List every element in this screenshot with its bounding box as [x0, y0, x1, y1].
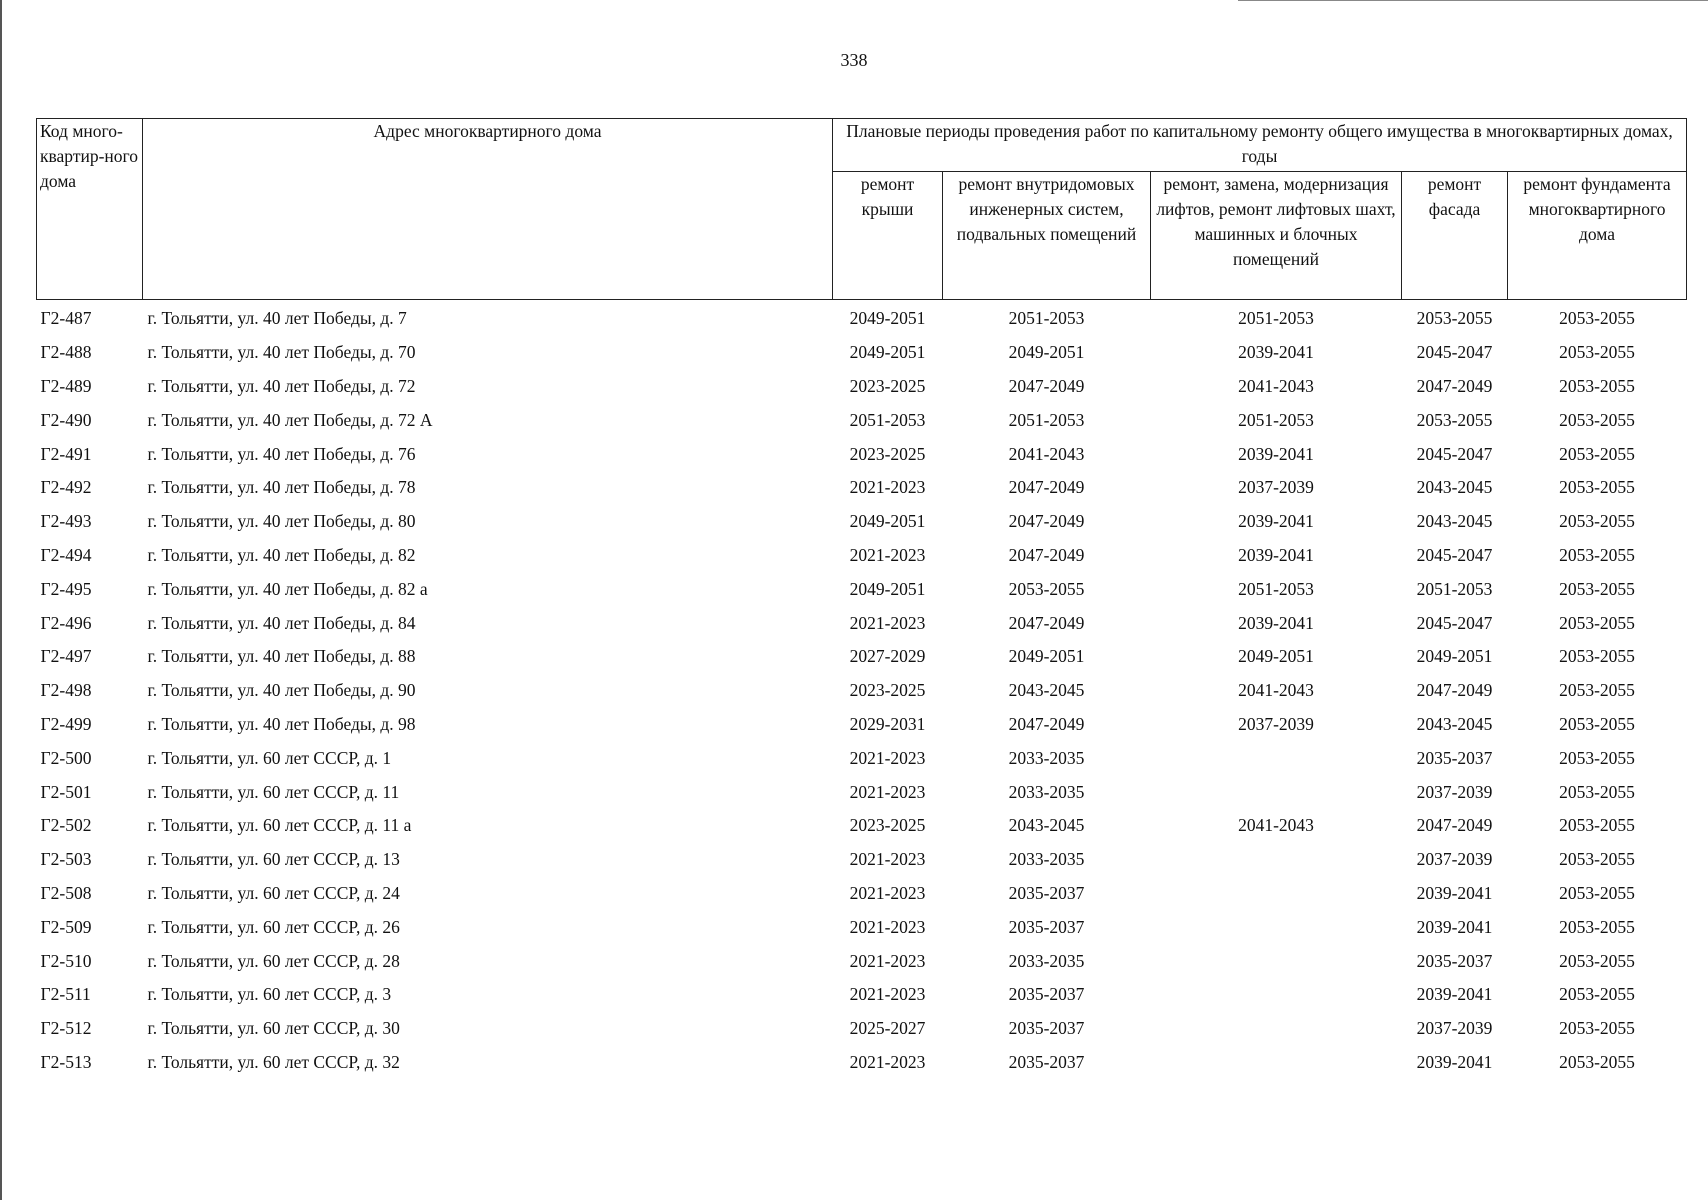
cell-facade: 2043-2045: [1416, 477, 1493, 498]
table-row: [37, 708, 1687, 742]
cell-foundation: 2053-2055: [1559, 781, 1635, 802]
cell-foundation: 2053-2055: [1559, 544, 1635, 565]
cell-elevators: [1151, 741, 1402, 775]
header-periods: Плановые периоды проведения работ по капитальному ремонту общего имущества в многоквартирных домах, годы: [833, 119, 1687, 172]
cell-code: Г2-509: [40, 916, 92, 937]
cell-address: г. Тольятти, ул. 40 лет Победы, д. 82: [147, 544, 416, 565]
cell-address: г. Тольятти, ул. 40 лет Победы, д. 76: [147, 443, 416, 464]
cell-elevators: [1151, 1046, 1402, 1080]
cell-engineering: 2049-2051: [1008, 646, 1085, 667]
header-code: Код много-квартир-ного дома: [37, 119, 143, 300]
cell-address: г. Тольятти, ул. 60 лет СССР, д. 3: [147, 984, 392, 1005]
cell-code: Г2-492: [40, 477, 92, 498]
cell-foundation: 2053-2055: [1559, 375, 1635, 396]
cell-address: г. Тольятти, ул. 60 лет СССР, д. 1: [147, 747, 392, 768]
page-top-line: [1238, 0, 1708, 1]
page-number: 338: [840, 50, 868, 70]
cell-engineering: 2033-2035: [1008, 950, 1085, 971]
table-body: [37, 300, 1687, 1080]
cell-code: Г2-491: [40, 443, 92, 464]
table-row: [37, 775, 1687, 809]
cell-engineering: 2035-2037: [1008, 1051, 1085, 1072]
cell-facade: 2037-2039: [1416, 849, 1493, 870]
cell-foundation: 2053-2055: [1559, 612, 1635, 633]
cell-facade: 2035-2037: [1416, 950, 1493, 971]
cell-address: г. Тольятти, ул. 60 лет СССР, д. 32: [147, 1051, 400, 1072]
header-elevators: ремонт, замена, модернизация лифтов, ремонт лифтовых шахт, машинных и блочных помещений: [1151, 172, 1402, 300]
cell-foundation: 2053-2055: [1559, 477, 1635, 498]
cell-address: г. Тольятти, ул. 60 лет СССР, д. 26: [147, 916, 400, 937]
cell-engineering: 2047-2049: [1008, 544, 1085, 565]
cell-foundation: 2053-2055: [1559, 680, 1635, 701]
table-row: [37, 539, 1687, 573]
cell-roof: 2021-2023: [849, 781, 926, 802]
cell-address: г. Тольятти, ул. 40 лет Победы, д. 70: [147, 342, 416, 363]
cell-facade: 2045-2047: [1416, 544, 1493, 565]
table-row: [37, 809, 1687, 843]
table-row: [37, 606, 1687, 640]
cell-address: г. Тольятти, ул. 40 лет Победы, д. 72: [147, 375, 416, 396]
cell-roof: 2025-2027: [849, 1018, 926, 1039]
cell-foundation: 2053-2055: [1559, 916, 1635, 937]
cell-address: г. Тольятти, ул. 40 лет Победы, д. 90: [147, 680, 416, 701]
cell-address: г. Тольятти, ул. 60 лет СССР, д. 11: [147, 781, 400, 802]
cell-elevators: [1151, 944, 1402, 978]
cell-address: г. Тольятти, ул. 40 лет Победы, д. 7: [147, 308, 407, 329]
table-row: [37, 572, 1687, 606]
cell-elevators: [1151, 978, 1402, 1012]
cell-code: Г2-493: [40, 511, 92, 532]
cell-engineering: 2033-2035: [1008, 849, 1085, 870]
cell-roof: 2049-2051: [849, 342, 926, 363]
cell-elevators: 2039-2041: [1238, 612, 1314, 633]
cell-code: Г2-501: [40, 781, 92, 802]
cell-elevators: 2041-2043: [1238, 680, 1314, 701]
header-engineering: ремонт внутридомовых инженерных систем, подвальных помещений: [943, 172, 1151, 300]
cell-foundation: 2053-2055: [1559, 1051, 1635, 1072]
cell-elevators: 2049-2051: [1238, 646, 1314, 667]
header-facade: ремонт фасада: [1402, 172, 1508, 300]
cell-code: Г2-487: [40, 308, 92, 329]
cell-roof: 2021-2023: [849, 984, 926, 1005]
cell-roof: 2021-2023: [849, 612, 926, 633]
cell-engineering: 2035-2037: [1008, 882, 1085, 903]
cell-engineering: 2041-2043: [1008, 443, 1085, 464]
cell-roof: 2021-2023: [849, 950, 926, 971]
cell-code: Г2-496: [40, 612, 92, 633]
cell-elevators: 2039-2041: [1238, 511, 1314, 532]
cell-foundation: 2053-2055: [1559, 409, 1635, 430]
table-row: [37, 640, 1687, 674]
cell-address: г. Тольятти, ул. 40 лет Победы, д. 78: [147, 477, 416, 498]
cell-elevators: 2041-2043: [1238, 375, 1314, 396]
cell-elevators: 2037-2039: [1238, 713, 1314, 734]
cell-roof: 2027-2029: [849, 646, 926, 667]
table-row: [37, 336, 1687, 370]
cell-engineering: 2047-2049: [1008, 713, 1085, 734]
cell-facade: 2047-2049: [1416, 680, 1493, 701]
cell-roof: 2021-2023: [849, 477, 926, 498]
cell-address: г. Тольятти, ул. 60 лет СССР, д. 24: [147, 882, 400, 903]
cell-roof: 2023-2025: [849, 680, 926, 701]
cell-roof: 2021-2023: [849, 747, 926, 768]
cell-code: Г2-490: [40, 409, 92, 430]
table-row: [37, 1012, 1687, 1046]
cell-roof: 2049-2051: [849, 578, 926, 599]
cell-elevators: 2051-2053: [1238, 578, 1314, 599]
cell-foundation: 2053-2055: [1559, 1018, 1635, 1039]
cell-facade: 2053-2055: [1416, 308, 1493, 329]
cell-code: Г2-489: [40, 375, 92, 396]
cell-address: г. Тольятти, ул. 40 лет Победы, д. 72 А: [147, 409, 433, 430]
cell-foundation: 2053-2055: [1559, 849, 1635, 870]
cell-roof: 2021-2023: [849, 916, 926, 937]
cell-facade: 2039-2041: [1416, 1051, 1493, 1072]
cell-elevators: 2041-2043: [1238, 815, 1314, 836]
cell-address: г. Тольятти, ул. 60 лет СССР, д. 30: [147, 1018, 400, 1039]
cell-foundation: 2053-2055: [1559, 646, 1635, 667]
table-row: [37, 674, 1687, 708]
cell-foundation: 2053-2055: [1559, 342, 1635, 363]
table-row: [37, 300, 1687, 336]
table-row: [37, 910, 1687, 944]
cell-code: Г2-497: [40, 646, 92, 667]
cell-roof: 2023-2025: [849, 375, 926, 396]
cell-engineering: 2047-2049: [1008, 375, 1085, 396]
cell-address: г. Тольятти, ул. 40 лет Победы, д. 88: [147, 646, 416, 667]
cell-facade: 2049-2051: [1416, 646, 1493, 667]
header-address: Адрес многоквартирного дома: [143, 119, 833, 300]
cell-elevators: [1151, 877, 1402, 911]
cell-facade: 2045-2047: [1416, 443, 1493, 464]
cell-code: Г2-500: [40, 747, 92, 768]
cell-facade: 2047-2049: [1416, 375, 1493, 396]
cell-code: Г2-510: [40, 950, 92, 971]
cell-code: Г2-495: [40, 578, 92, 599]
table-row: [37, 1046, 1687, 1080]
cell-roof: 2021-2023: [849, 544, 926, 565]
cell-roof: 2023-2025: [849, 443, 926, 464]
cell-foundation: 2053-2055: [1559, 747, 1635, 768]
cell-elevators: [1151, 843, 1402, 877]
header-foundation: ремонт фундамента многоквартирного дома: [1508, 172, 1687, 300]
cell-engineering: 2051-2053: [1008, 308, 1085, 329]
cell-foundation: 2053-2055: [1559, 950, 1635, 971]
cell-elevators: 2051-2053: [1238, 409, 1314, 430]
cell-facade: 2053-2055: [1416, 409, 1493, 430]
cell-roof: 2021-2023: [849, 882, 926, 903]
cell-elevators: [1151, 1012, 1402, 1046]
cell-address: г. Тольятти, ул. 40 лет Победы, д. 82 а: [147, 578, 428, 599]
cell-engineering: 2035-2037: [1008, 1018, 1085, 1039]
cell-facade: 2035-2037: [1416, 747, 1493, 768]
table-row: [37, 370, 1687, 404]
cell-foundation: 2053-2055: [1559, 308, 1635, 329]
table-row: [37, 471, 1687, 505]
cell-address: г. Тольятти, ул. 40 лет Победы, д. 84: [147, 612, 416, 633]
cell-address: г. Тольятти, ул. 60 лет СССР, д. 13: [147, 849, 400, 870]
cell-engineering: 2049-2051: [1008, 342, 1085, 363]
cell-engineering: 2043-2045: [1008, 815, 1085, 836]
cell-elevators: 2039-2041: [1238, 342, 1314, 363]
table-row: [37, 505, 1687, 539]
cell-foundation: 2053-2055: [1559, 443, 1635, 464]
cell-address: г. Тольятти, ул. 40 лет Победы, д. 80: [147, 511, 416, 532]
cell-engineering: 2047-2049: [1008, 511, 1085, 532]
cell-elevators: 2037-2039: [1238, 477, 1314, 498]
cell-roof: 2021-2023: [849, 849, 926, 870]
cell-facade: 2043-2045: [1416, 713, 1493, 734]
cell-engineering: 2033-2035: [1008, 747, 1085, 768]
cell-facade: 2037-2039: [1416, 781, 1493, 802]
cell-roof: 2049-2051: [849, 511, 926, 532]
table-row: [37, 741, 1687, 775]
cell-address: г. Тольятти, ул. 60 лет СССР, д. 28: [147, 950, 400, 971]
cell-facade: 2039-2041: [1416, 916, 1493, 937]
page-edge: [0, 0, 2, 1200]
cell-code: Г2-488: [40, 342, 92, 363]
cell-code: Г2-508: [40, 882, 92, 903]
cell-roof: 2049-2051: [849, 308, 926, 329]
cell-engineering: 2035-2037: [1008, 984, 1085, 1005]
cell-address: г. Тольятти, ул. 40 лет Победы, д. 98: [147, 713, 416, 734]
cell-facade: 2039-2041: [1416, 984, 1493, 1005]
cell-engineering: 2043-2045: [1008, 680, 1085, 701]
cell-foundation: 2053-2055: [1559, 578, 1635, 599]
cell-facade: 2051-2053: [1416, 578, 1493, 599]
repair-schedule-table: [36, 118, 1687, 1079]
cell-facade: 2039-2041: [1416, 882, 1493, 903]
cell-code: Г2-499: [40, 713, 92, 734]
table-row: [37, 877, 1687, 911]
table-row: [37, 843, 1687, 877]
table-row: [37, 403, 1687, 437]
cell-facade: 2047-2049: [1416, 815, 1493, 836]
cell-address: г. Тольятти, ул. 60 лет СССР, д. 11 а: [147, 815, 412, 836]
cell-engineering: 2047-2049: [1008, 477, 1085, 498]
cell-foundation: 2053-2055: [1559, 511, 1635, 532]
cell-foundation: 2053-2055: [1559, 984, 1635, 1005]
cell-facade: 2045-2047: [1416, 342, 1493, 363]
cell-elevators: [1151, 910, 1402, 944]
cell-engineering: 2053-2055: [1008, 578, 1085, 599]
table-row: [37, 978, 1687, 1012]
cell-elevators: [1151, 775, 1402, 809]
cell-code: Г2-498: [40, 680, 92, 701]
cell-engineering: 2047-2049: [1008, 612, 1085, 633]
cell-elevators: 2039-2041: [1238, 443, 1314, 464]
table-row: [37, 944, 1687, 978]
cell-code: Г2-503: [40, 849, 92, 870]
cell-code: Г2-511: [40, 984, 91, 1005]
header-roof: ремонт крыши: [833, 172, 943, 300]
cell-elevators: 2051-2053: [1238, 308, 1314, 329]
cell-code: Г2-494: [40, 544, 92, 565]
cell-engineering: 2033-2035: [1008, 781, 1085, 802]
cell-code: Г2-502: [40, 815, 92, 836]
cell-facade: 2043-2045: [1416, 511, 1493, 532]
cell-roof: 2051-2053: [849, 409, 926, 430]
cell-roof: 2021-2023: [849, 1051, 926, 1072]
cell-facade: 2045-2047: [1416, 612, 1493, 633]
cell-elevators: 2039-2041: [1238, 544, 1314, 565]
cell-code: Г2-513: [40, 1051, 92, 1072]
cell-roof: 2023-2025: [849, 815, 926, 836]
cell-engineering: 2035-2037: [1008, 916, 1085, 937]
cell-foundation: 2053-2055: [1559, 713, 1635, 734]
cell-engineering: 2051-2053: [1008, 409, 1085, 430]
cell-facade: 2037-2039: [1416, 1018, 1493, 1039]
table-row: [37, 437, 1687, 471]
cell-foundation: 2053-2055: [1559, 882, 1635, 903]
table-header: [37, 119, 1687, 300]
cell-roof: 2029-2031: [849, 713, 926, 734]
cell-foundation: 2053-2055: [1559, 815, 1635, 836]
cell-code: Г2-512: [40, 1018, 92, 1039]
